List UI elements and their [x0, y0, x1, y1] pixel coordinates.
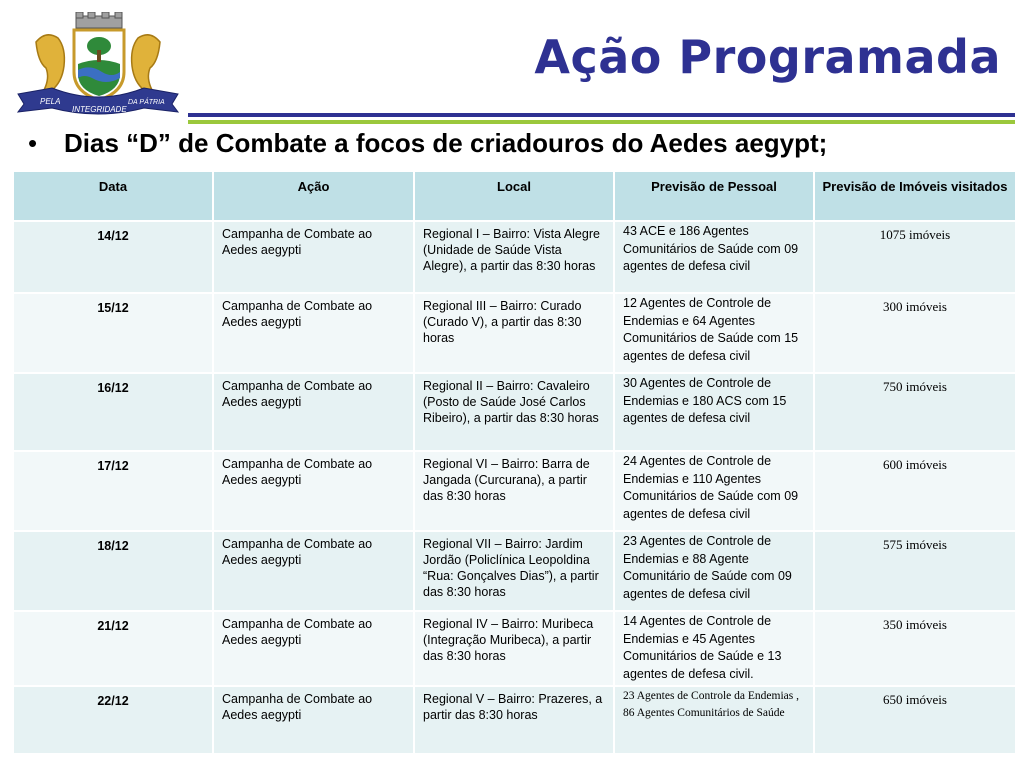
- cell-pessoal: 23 Agentes de Controle da Endemias , 86 Agentes Comunitários de Saúde: [614, 686, 814, 754]
- table-row: [14, 686, 1015, 754]
- table-row: [14, 373, 1015, 451]
- bullet-heading: [28, 128, 827, 159]
- schedule-table: [14, 172, 1015, 755]
- cell-local: Regional II – Bairro: Cavaleiro (Posto de Saúde José Carlos Ribeiro), a partir das 8:30 horas: [414, 373, 614, 451]
- cell-pessoal: 23 Agentes de Controle de Endemias e 88 Agente Comunitário de Saúde com 09 agentes de defesa civil: [614, 531, 814, 611]
- cell-local: Regional VII – Bairro: Jardim Jordão (Policlínica Leopoldina “Rua: Gonçalves Dias”), a partir das 8:30 horas: [414, 531, 614, 611]
- cell-acao: Campanha de Combate ao Aedes aegypti: [213, 221, 414, 293]
- cell-acao: Campanha de Combate ao Aedes aegypti: [213, 686, 414, 754]
- coat-of-arms-logo: [16, 12, 180, 116]
- header-pessoal: Previsão de Pessoal: [614, 172, 814, 221]
- cell-imoveis: 600 imóveis: [814, 451, 1015, 531]
- cell-local: Regional IV – Bairro: Muribeca (Integração Muribeca), a partir das 8:30 horas: [414, 611, 614, 686]
- cell-acao: Campanha de Combate ao Aedes aegypti: [213, 293, 414, 373]
- cell-date: 18/12: [14, 531, 213, 611]
- header-local: Local: [414, 172, 614, 221]
- motto-left: PELA: [40, 97, 61, 106]
- header-imoveis: Previsão de Imóveis visitados: [814, 172, 1015, 221]
- table-row: [14, 221, 1015, 293]
- cell-acao: Campanha de Combate ao Aedes aegypti: [213, 611, 414, 686]
- header-acao: Ação: [213, 172, 414, 221]
- cell-pessoal: 14 Agentes de Controle de Endemias e 45 Agentes Comunitários de Saúde e 13 agentes de defesa civil.: [614, 611, 814, 686]
- cell-pessoal: 43 ACE e 186 Agentes Comunitários de Saúde com 09 agentes de defesa civil: [614, 221, 814, 293]
- cell-date: 17/12: [14, 451, 213, 531]
- cell-pessoal: 24 Agentes de Controle de Endemias e 110 Agentes Comunitários de Saúde com 09 agentes de defesa civil: [614, 451, 814, 531]
- cell-local: Regional VI – Bairro: Barra de Jangada (Curcurana), a partir das 8:30 horas: [414, 451, 614, 531]
- title-rule-green: [188, 120, 1015, 124]
- motto-right: DA PÁTRIA: [128, 99, 165, 106]
- cell-pessoal: 12 Agentes de Controle de Endemias e 64 Agentes Comunitários de Saúde com 15 agentes de defesa civil: [614, 293, 814, 373]
- bullet-point: •: [28, 128, 38, 158]
- cell-date: 14/12: [14, 221, 213, 293]
- cell-imoveis: 350 imóveis: [814, 611, 1015, 686]
- cell-imoveis: 1075 imóveis: [814, 221, 1015, 293]
- cell-imoveis: 650 imóveis: [814, 686, 1015, 754]
- header-data: Data: [14, 172, 213, 221]
- cell-local: Regional I – Bairro: Vista Alegre (Unidade de Saúde Vista Alegre), a partir das 8:30 horas: [414, 221, 614, 293]
- cell-date: 22/12: [14, 686, 213, 754]
- cell-local: Regional III – Bairro: Curado (Curado V), a partir das 8:30 horas: [414, 293, 614, 373]
- cell-date: 16/12: [14, 373, 213, 451]
- table-row: [14, 451, 1015, 531]
- table-row: [14, 531, 1015, 611]
- table-header-row: [14, 172, 1015, 221]
- title-rule-blue: [188, 113, 1015, 117]
- motto-mid: INTEGRIDADE: [72, 105, 127, 114]
- cell-date: 15/12: [14, 293, 213, 373]
- cell-acao: Campanha de Combate ao Aedes aegypti: [213, 373, 414, 451]
- heading-text: Dias “D” de Combate a focos de criadouros do Aedes aegypt;: [64, 128, 828, 158]
- cell-local: Regional V – Bairro: Prazeres, a partir das 8:30 horas: [414, 686, 614, 754]
- table-row: [14, 293, 1015, 373]
- cell-imoveis: 750 imóveis: [814, 373, 1015, 451]
- slide-title: Ação Programada: [534, 30, 1001, 84]
- cell-acao: Campanha de Combate ao Aedes aegypti: [213, 531, 414, 611]
- cell-date: 21/12: [14, 611, 213, 686]
- cell-imoveis: 575 imóveis: [814, 531, 1015, 611]
- table-row: [14, 611, 1015, 686]
- cell-pessoal: 30 Agentes de Controle de Endemias e 180 ACS com 15 agentes de defesa civil: [614, 373, 814, 451]
- cell-acao: Campanha de Combate ao Aedes aegypti: [213, 451, 414, 531]
- cell-imoveis: 300 imóveis: [814, 293, 1015, 373]
